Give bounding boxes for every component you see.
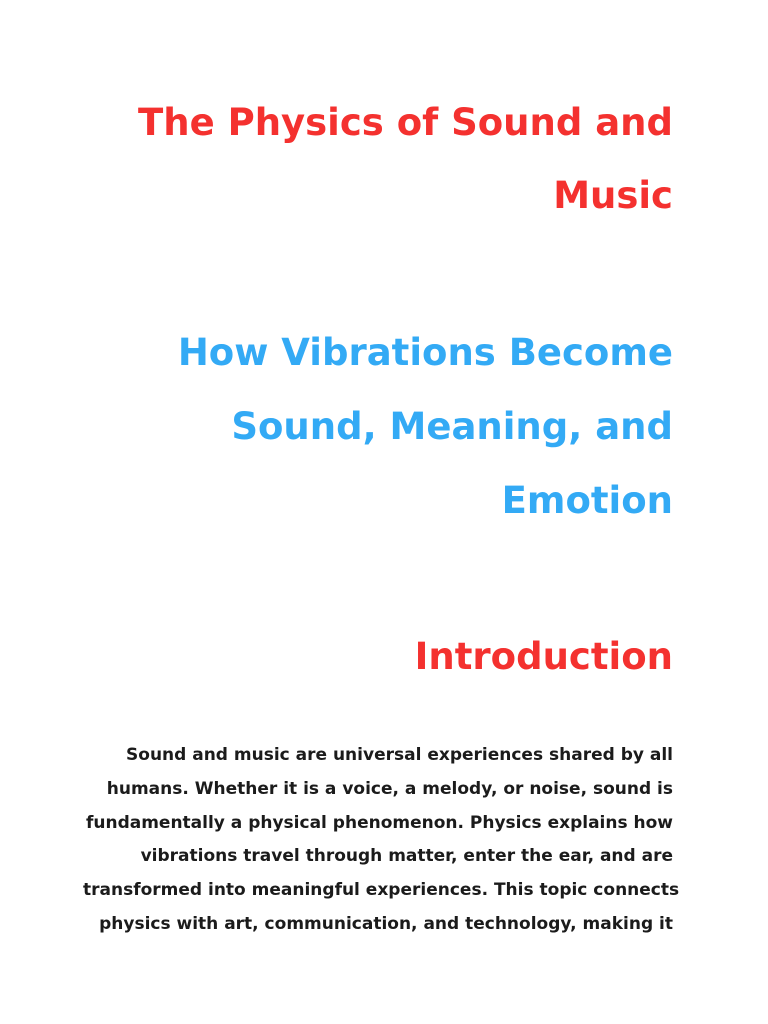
title-line-1: The Physics of Sound and: [138, 101, 673, 144]
page-title: [113, 86, 673, 232]
intro-line-4: vibrations travel through matter, enter the ear, and are: [140, 846, 673, 867]
introduction-paragraph: [83, 739, 680, 942]
introduction-heading: Introduction: [414, 635, 673, 678]
intro-line-6: physics with art, communication, and technology, making it: [99, 913, 673, 934]
intro-line-3: fundamentally a physical phenomenon. Physics explains how: [85, 812, 673, 833]
subtitle-line-2: Sound, Meaning, and: [231, 405, 673, 448]
intro-line-1: Sound and music are universal experiences shared by all: [126, 745, 673, 765]
page-subtitle: [113, 316, 673, 538]
title-line-2: Music: [553, 174, 673, 217]
subtitle-line-1: How Vibrations Become: [177, 331, 673, 374]
intro-line-5: transformed into meaningful experiences. This topic connects: [83, 880, 680, 901]
subtitle-line-3: Emotion: [501, 479, 673, 522]
intro-line-2: humans. Whether it is a voice, a melody, or noise, sound is: [106, 778, 673, 799]
